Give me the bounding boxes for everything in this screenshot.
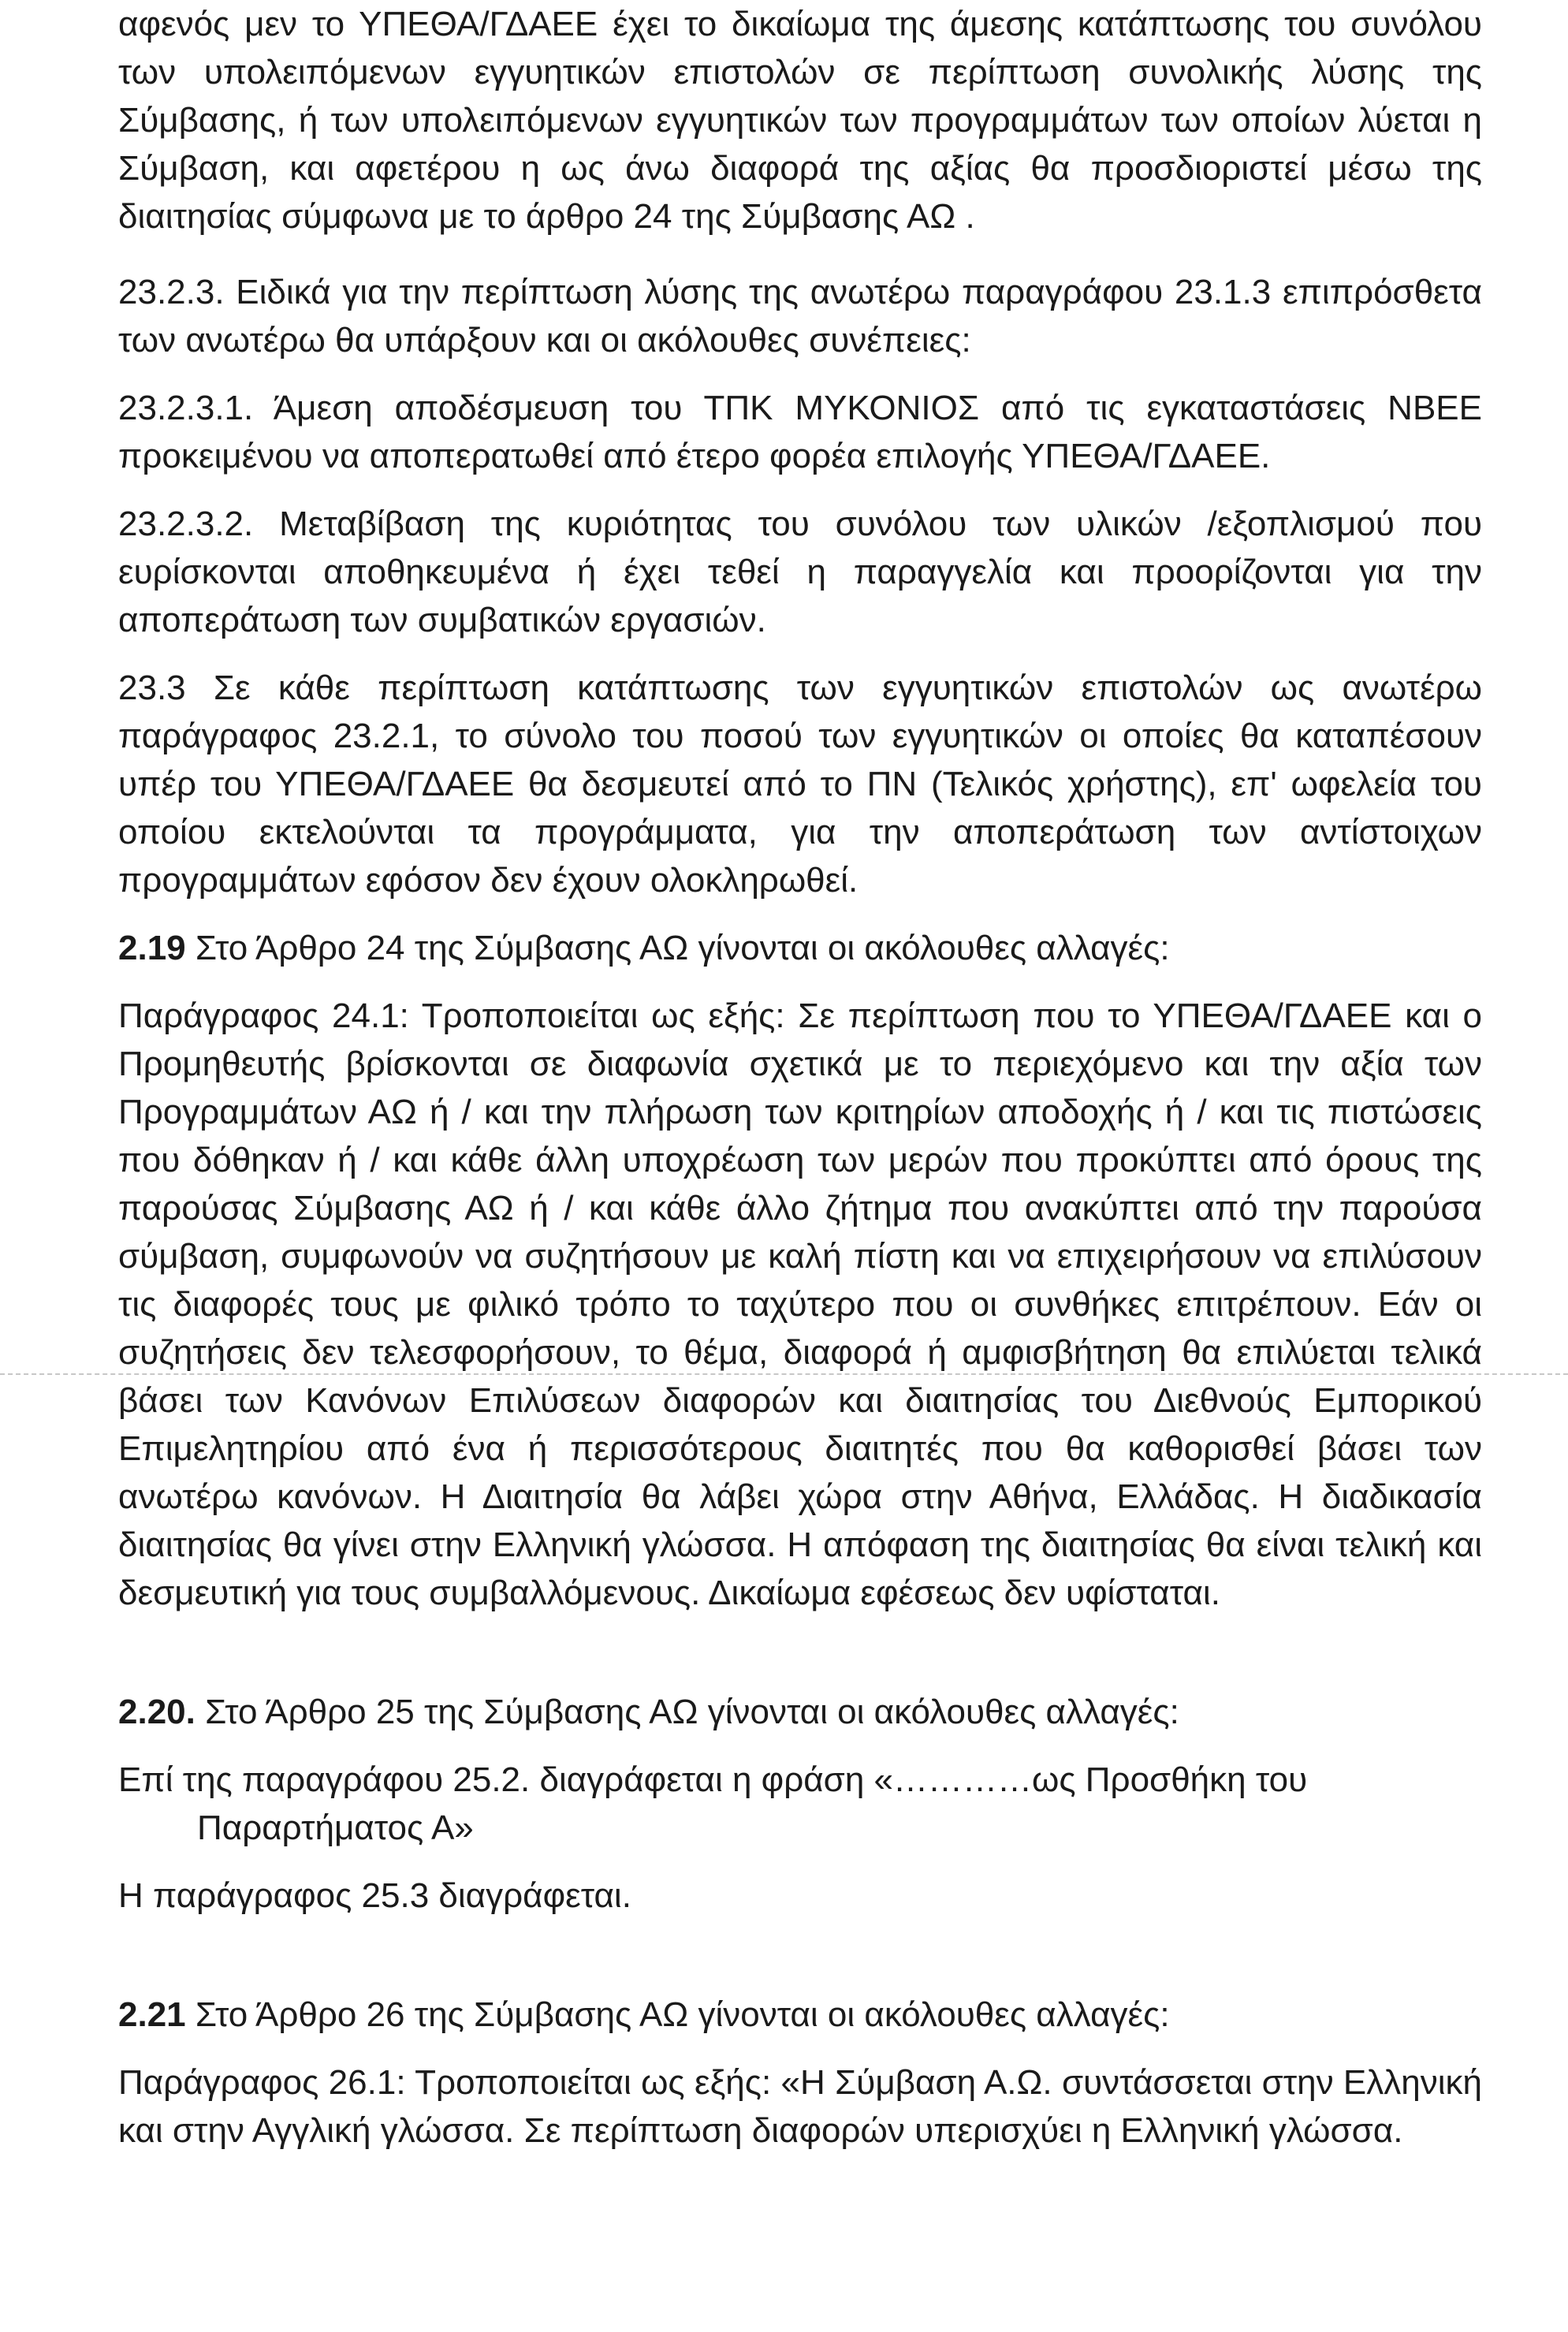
- section-2-20-item-1: [118, 1756, 1482, 1852]
- paragraph-23-2-3-1: 23.2.3.1. Άμεση αποδέσμευση του ΤΠΚ ΜΥΚΟΝΙΟΣ από τις εγκαταστάσεις ΝΒΕΕ προκειμένου να αποπερατωθεί από έτερο φορέα επιλογής ΥΠΕΘΑ/ΓΔΑΕΕ.: [118, 389, 1482, 475]
- paragraph-23-2-3: 23.2.3. Ειδικά για την περίπτωση λύσης της ανωτέρω παραγράφου 23.1.3 επιπρόσθετα των ανωτέρω θα υπάρξουν και οι ακόλουθες συνέπειες:: [118, 273, 1482, 359]
- section-2-21-heading: [118, 1991, 1482, 2039]
- paragraph-23-3: 23.3 Σε κάθε περίπτωση κατάπτωσης των εγγυητικών επιστολών ως ανωτέρω παράγραφος 23.2.1, το σύνολο του ποσού των εγγυητικών οι οποίες θα καταπέσουν υπέρ του ΥΠΕΘΑ/ΓΔΑΕΕ θα δεσμευτεί από το ΠΝ (Τελικός χρήστης), επ' ωφελεία του οποίου εκτελούνται τα προγράμματα, για την αποπεράτωση των αντίστοιχων προγραμμάτων εφόσον δεν έχουν ολοκληρωθεί.: [118, 669, 1482, 900]
- section-2-20-item-2: Η παράγραφος 25.3 διαγράφεται.: [118, 1876, 631, 1915]
- section-number: 2.19: [118, 929, 186, 967]
- section-heading-text: Στο Άρθρο 26 της Σύμβασης ΑΩ γίνονται οι ακόλουθες αλλαγές:: [185, 1995, 1170, 2034]
- paragraph-23-2-3-2: 23.2.3.2. Μεταβίβαση της κυριότητας του συνόλου των υλικών /εξοπλισμού που ευρίσκονται αποθηκευμένα ή έχει τεθεί η παραγγελία και προορίζονται για την αποπεράτωση των συμβατικών εργασιών.: [118, 505, 1482, 639]
- section-heading-text: Στο Άρθρο 24 της Σύμβασης ΑΩ γίνονται οι ακόλουθες αλλαγές:: [185, 929, 1170, 967]
- section-2-19-heading: [118, 924, 1482, 972]
- section-2-20-heading: [118, 1688, 1482, 1736]
- section-2-19-body: Παράγραφος 24.1: Τροποποιείται ως εξής: Σε περίπτωση που το ΥΠΕΘΑ/ΓΔΑΕΕ και ο Προμηθευτής βρίσκονται σε διαφωνία σχετικά με το περιεχόμενο και την αξία των Προγραμμάτων ΑΩ ή / και την πλήρωση των κριτηρίων αποδοχής ή / και τις πιστώσεις που δόθηκαν ή / και κάθε άλλη υποχρέωση των μερών που προκύπτει από όρους της παρούσας Σύμβασης ΑΩ ή / και κάθε άλλο ζήτημα που ανακύπτει από την παρούσα σύμβαση, συμφωνούν να συζητήσουν με καλή πίστη και να επιχειρήσουν να επιλύσουν τις διαφορές τους με φιλικό τρόπο το ταχύτερο που οι συνθήκες επιτρέπουν. Εάν οι συζητήσεις δεν τελεσφορήσουν, το θέμα, διαφορά ή αμφισβήτηση θα επιλύεται τελικά βάσει των Κανόνων Επιλύσεων διαφορών και διαιτησίας του Διεθνούς Εμπορικού Επιμελητηρίου από ένα ή περισσότερους διαιτητές που θα καθορισθεί βάσει των ανωτέρω κανόνων. Η Διαιτησία θα λάβει χώρα στην Αθήνα, Ελλάδας. Η διαδικασία διαιτησίας θα γίνει στην Ελληνική γλώσσα. Η απόφαση της διαιτησίας θα είναι τελική και δεσμευτική για τους συμβαλλόμενους. Δικαίωμα εφέσεως δεν υφίσταται.: [118, 997, 1482, 1612]
- section-2-20-item-1-line1: Επί της παραγράφου 25.2. διαγράφεται η φράση «…………ως Προσθήκη του: [118, 1760, 1308, 1799]
- document-page: [118, 0, 1482, 2155]
- section-2-21-body: Παράγραφος 26.1: Τροποποιείται ως εξής: «Η Σύμβαση Α.Ω. συντάσσεται στην Ελληνική και στην Αγγλική γλώσσα. Σε περίπτωση διαφορών υπερισχύει η Ελληνική γλώσσα.: [118, 2063, 1482, 2150]
- section-number: 2.21: [118, 1995, 186, 2034]
- paragraph-continuation: αφενός μεν το ΥΠΕΘΑ/ΓΔΑΕΕ έχει το δικαίωμα της άμεσης κατάπτωσης του συνόλου των υπολειπόμενων εγγυητικών επιστολών σε περίπτωση συνολικής λύσης της Σύμβασης, ή των υπολειπόμενων εγγυητικών των προγραμμάτων των οποίων λύεται η Σύμβαση, και αφετέρου η ως άνω διαφορά της αξίας θα προσδιοριστεί μέσω της διαιτησίας σύμφωνα με το άρθρο 24 της Σύμβασης ΑΩ .: [118, 5, 1482, 236]
- section-number: 2.20.: [118, 1693, 196, 1731]
- section-heading-text: Στο Άρθρο 25 της Σύμβασης ΑΩ γίνονται οι ακόλουθες αλλαγές:: [195, 1693, 1179, 1731]
- section-2-20-item-1-line2: Παραρτήματος Α»: [197, 1809, 474, 1847]
